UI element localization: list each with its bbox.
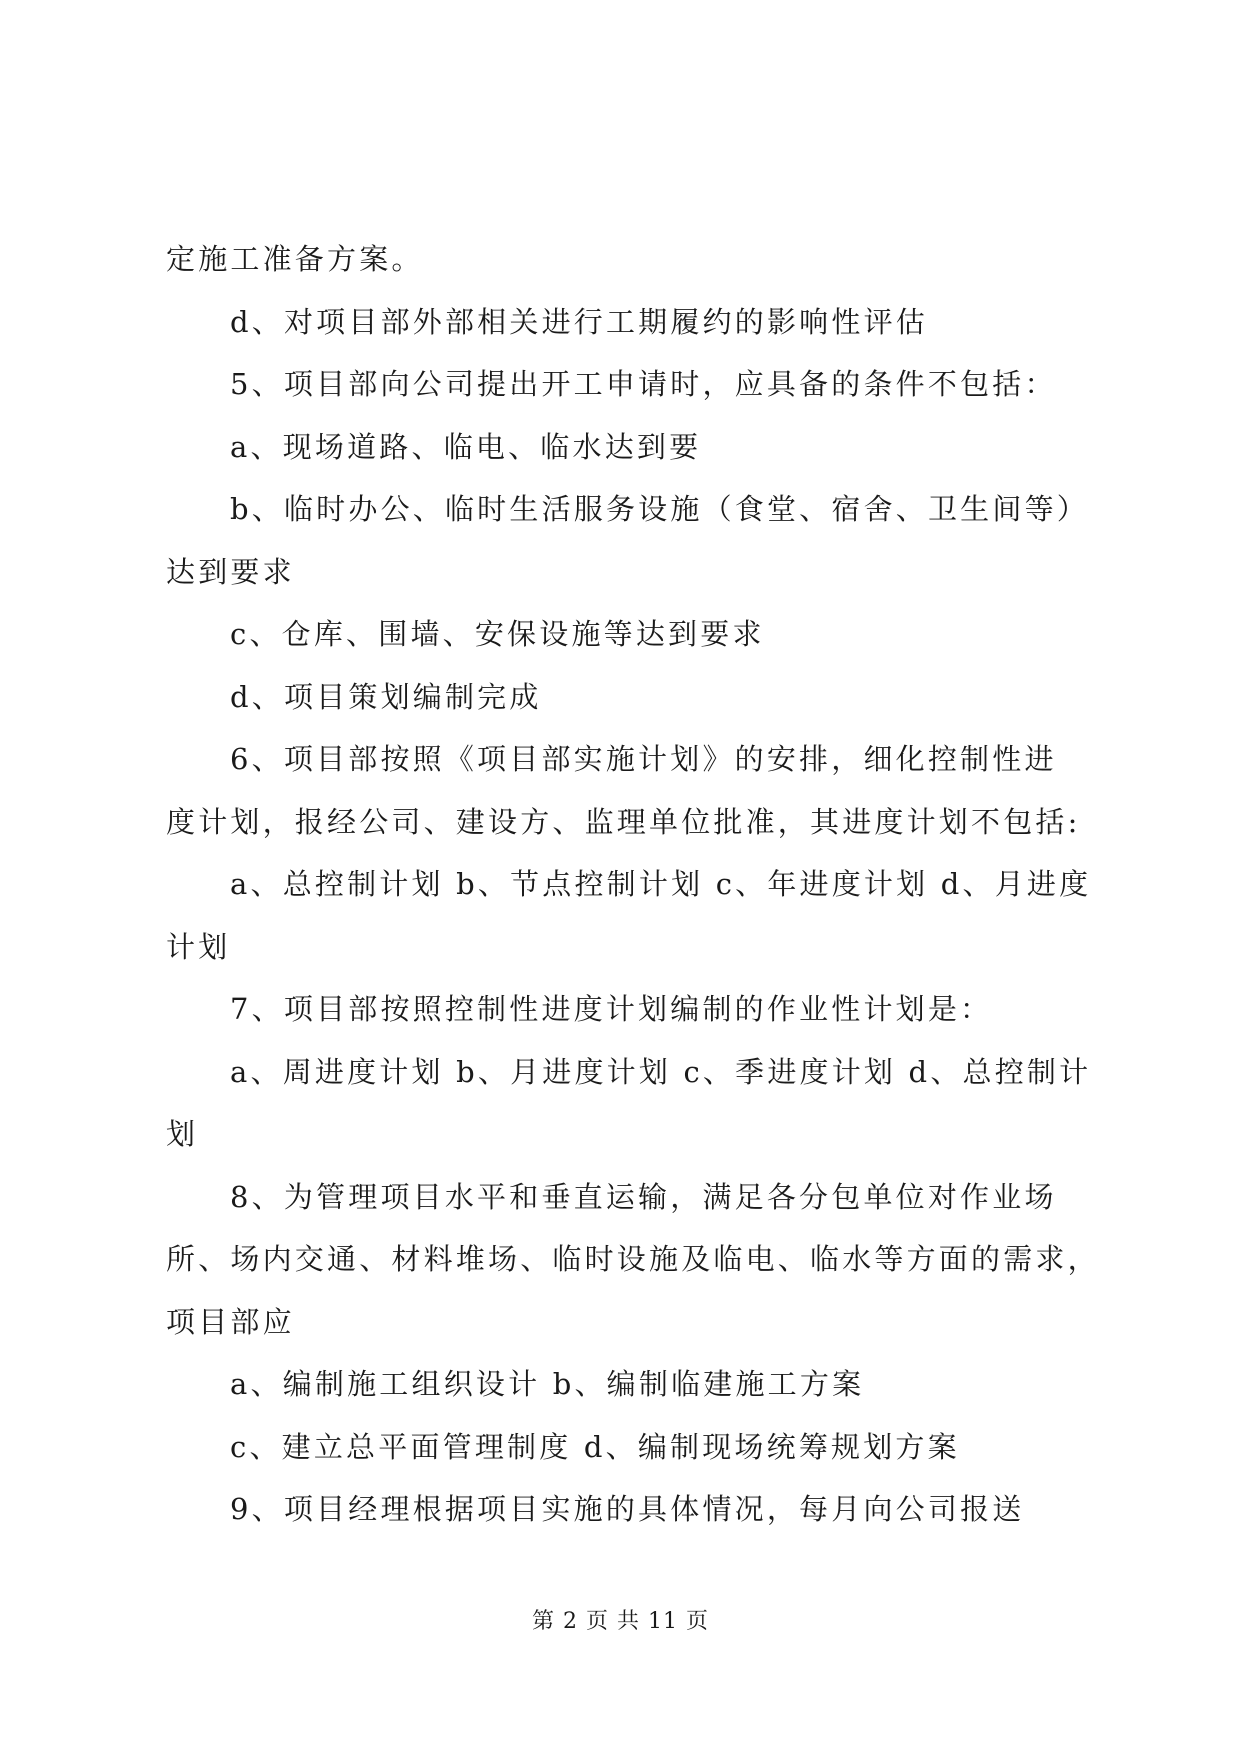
text-line: a、现场道路、临电、临水达到要 <box>230 429 702 464</box>
document-body <box>166 228 1100 1541</box>
text-line: d、项目策划编制完成 <box>230 679 542 714</box>
text-line: c、建立总平面管理制度 d、编制现场统筹规划方案 <box>230 1429 960 1464</box>
text-line: 划 <box>166 1117 199 1151</box>
text-line: c、仓库、围墙、安保设施等达到要求 <box>230 617 765 651</box>
text-line: a、总控制计划 b、节点控制计划 c、年进度计划 d、月进度 <box>230 867 1092 901</box>
text-line: 度计划，报经公司、建设方、监理单位批准，其进度计划不包括: <box>166 804 1081 839</box>
text-line: 达到要求 <box>166 554 295 589</box>
text-line: b、临时办公、临时生活服务设施（食堂、宿舍、卫生间等） <box>230 492 1089 526</box>
text-line: 项目部应 <box>166 1304 295 1339</box>
text-line: 8、为管理项目水平和垂直运输，满足各分包单位对作业场 <box>230 1179 1057 1214</box>
text-line: 7、项目部按照控制性进度计划编制的作业性计划是： <box>230 992 993 1026</box>
text-line: 9、项目经理根据项目实施的具体情况，每月向公司报送 <box>230 1492 1025 1526</box>
text-line: 5、项目部向公司提出开工申请时，应具备的条件不包括： <box>230 367 1057 401</box>
text-line: 所、场内交通、材料堆场、临时设施及临电、临水等方面的需求， <box>166 1242 1100 1276</box>
page-footer: 第 2 页 共 11 页 <box>532 1609 709 1634</box>
text-line: a、编制施工组织设计 b、编制临建施工方案 <box>230 1367 865 1401</box>
text-line: 定施工准备方案。 <box>166 242 424 276</box>
text-line: 6、项目部按照《项目部实施计划》的安排，细化控制性进 <box>230 742 1057 776</box>
text-line: a、周进度计划 b、月进度计划 c、季进度计划 d、总控制计 <box>230 1054 1092 1089</box>
text-line: d、对项目部外部相关进行工期履约的影响性评估 <box>230 304 928 339</box>
text-line: 计划 <box>166 929 231 964</box>
